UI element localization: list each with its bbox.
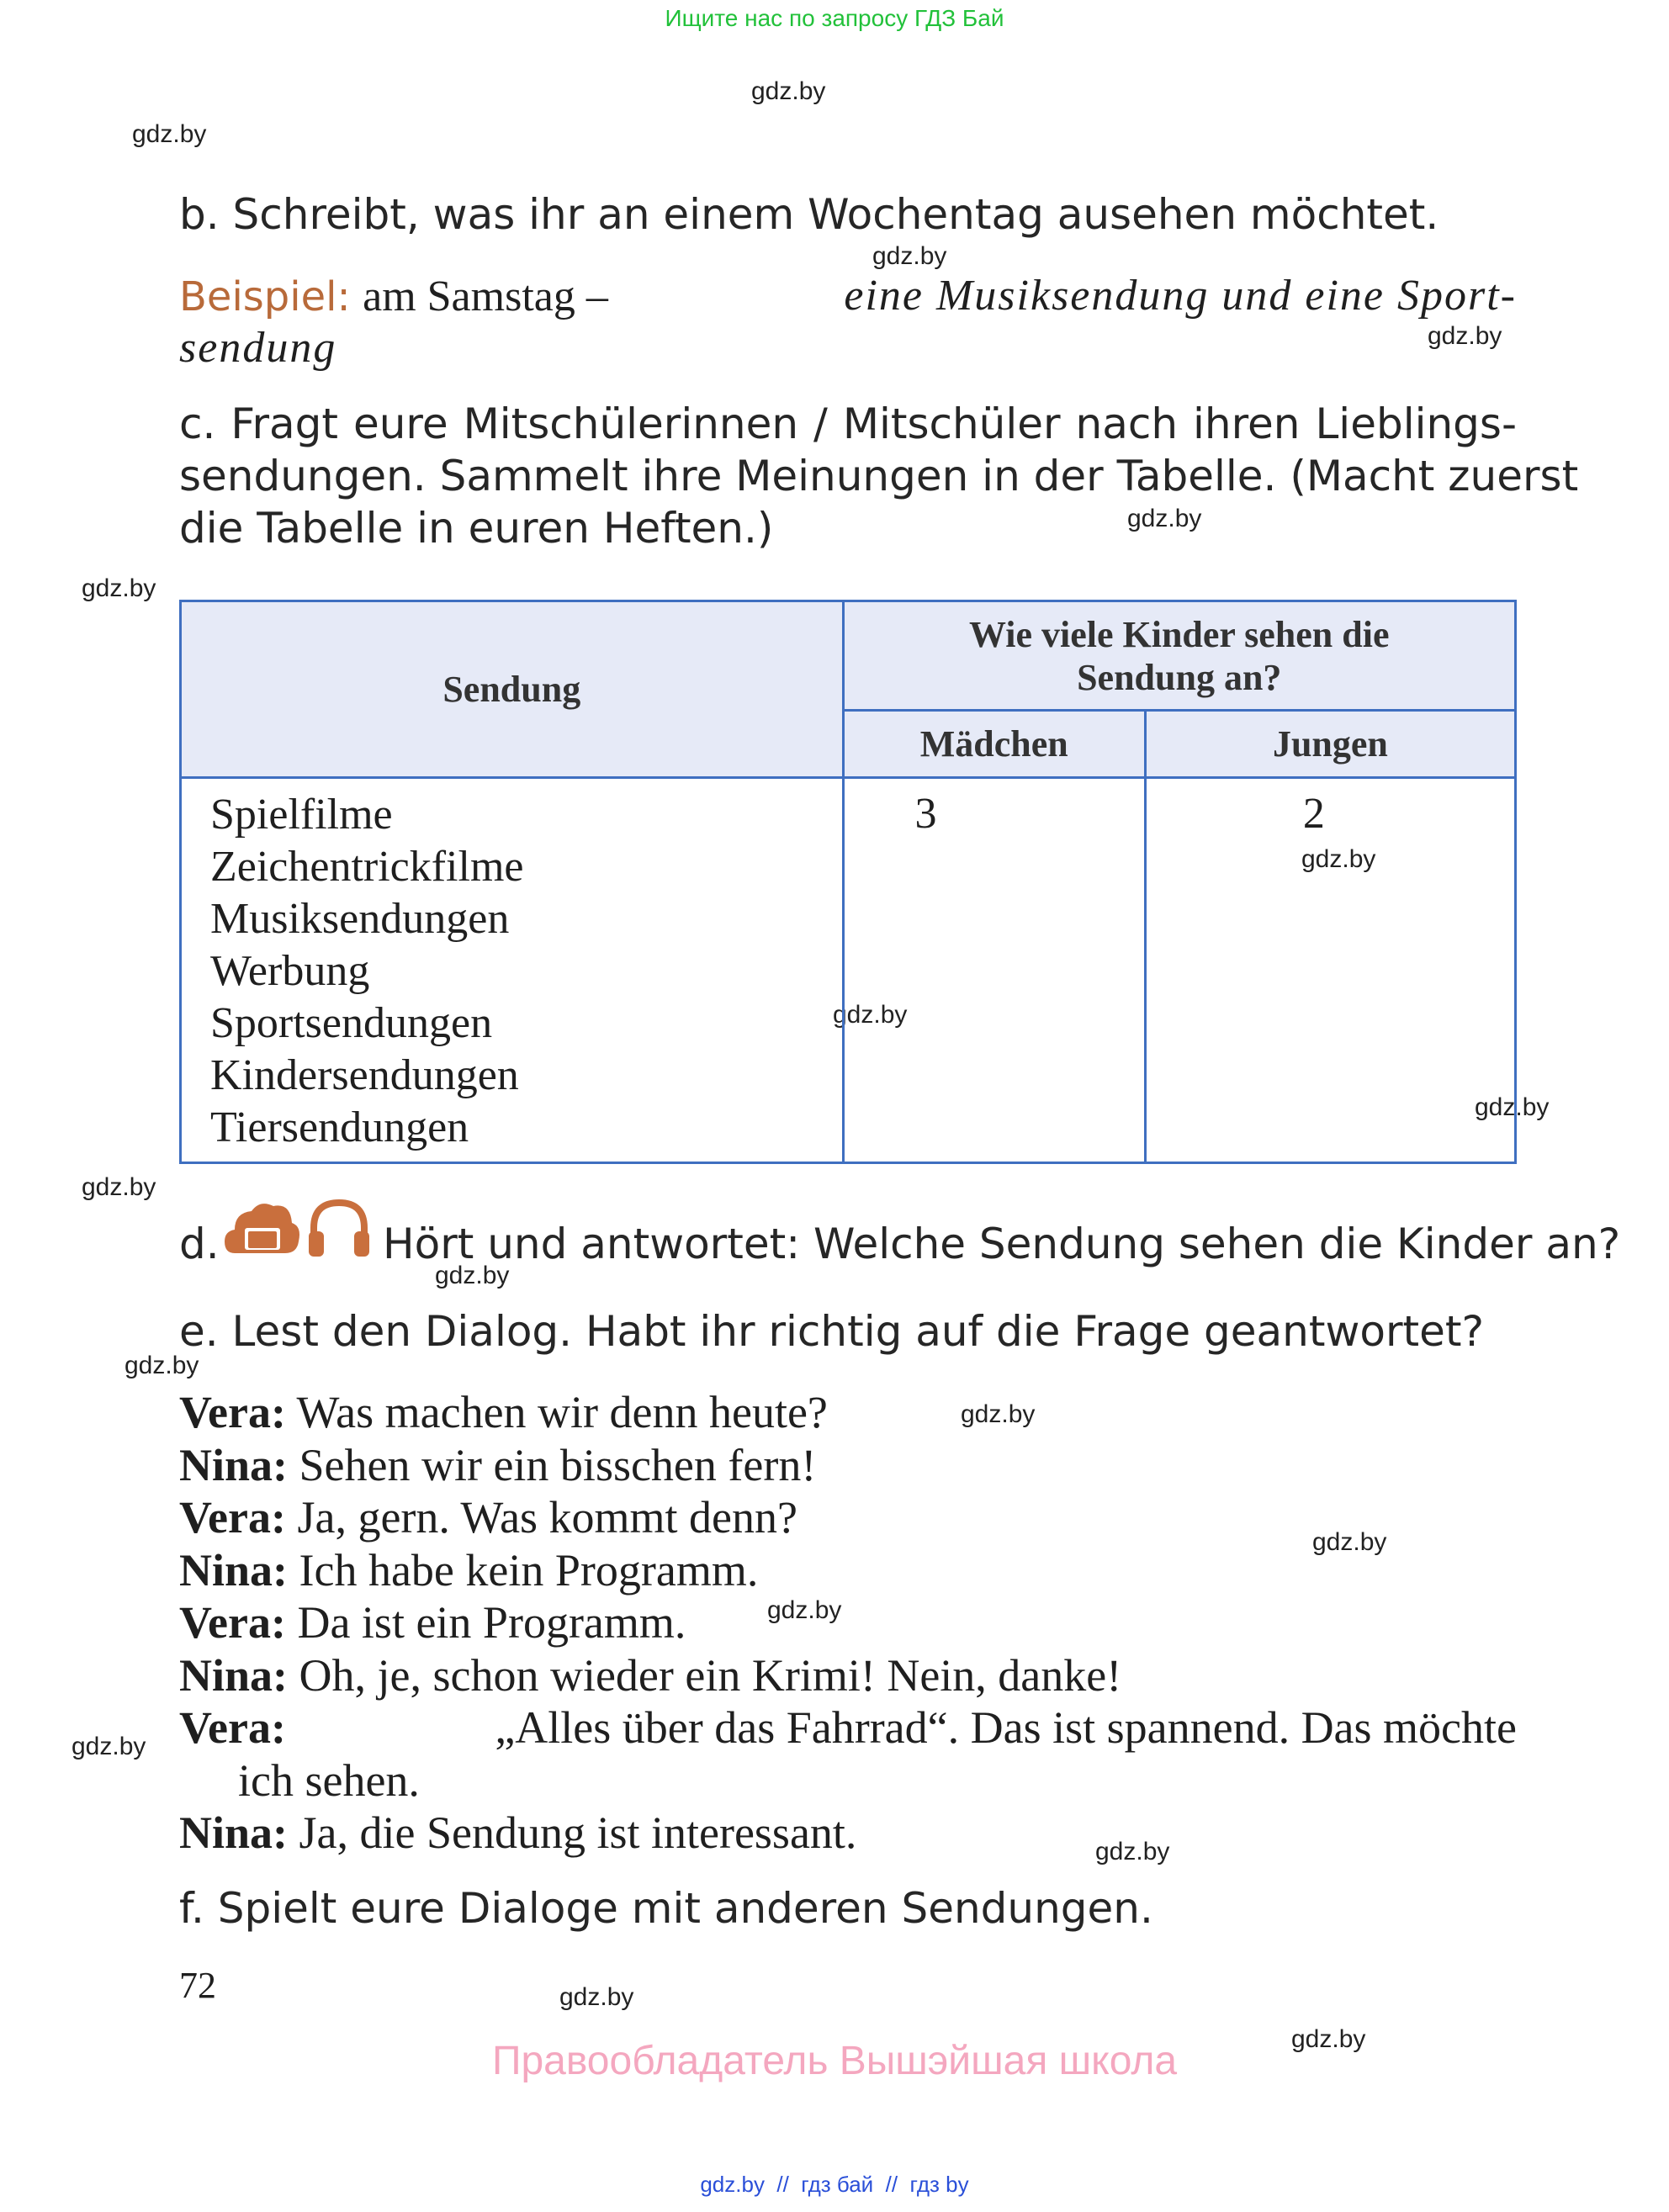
dialog-line [179,1491,1517,1544]
task-c-line-2: sendungen. Sammelt ihre Meinungen in der Tabelle. (Macht zuerst [179,452,1579,500]
watermark: gdz.by [1475,1093,1550,1121]
speaker: Nina: [179,1439,289,1490]
speaker: Nina: [179,1807,289,1858]
list-item: Tiersendungen [210,1103,469,1151]
utterance: Sehen wir ein bisschen fern! [299,1439,817,1490]
watermark: gdz.by [82,1173,156,1201]
speaker: Vera: [179,1387,286,1437]
utterance: „Alles über das Fahrrad“. Das ist spannend. Das möchte [495,1702,1517,1753]
watermark: gdz.by [125,1352,199,1379]
task-f: f. Spielt eure Dialoge mit anderen Sendungen. [179,1884,1153,1933]
dialog-line [179,1386,1517,1439]
header-sendung: Sendung [181,601,844,778]
utterance-continued: ich sehen. [238,1754,420,1806]
utterance: Ja, die Sendung ist interessant. [299,1807,857,1858]
dialog [179,1386,1517,1860]
speaker: Nina: [179,1544,289,1595]
utterance: Was machen wir denn heute? [296,1387,828,1437]
survey-table [179,600,1517,1164]
header-group [843,601,1515,711]
watermark: gdz.by [751,77,826,105]
footer-links[interactable]: gdz.by // гдз бай // гдз by [700,2172,969,2197]
task-c-line-3: die Tabelle in euren Heften.) [179,504,774,553]
list-item: Werbung [210,947,370,995]
task-b: b. Schreibt, was ihr an einem Wochentag ausehen möchtet. [179,190,1439,239]
example-line-1 [179,269,1517,324]
watermark: gdz.by [82,574,156,602]
page-number: 72 [179,1965,216,2006]
list-item: Musiksendungen [210,895,510,943]
speaker: Vera: [179,1492,286,1543]
dialog-line [179,1439,1517,1492]
task-c-line-1: c. Fragt eure Mitschülerinnen / Mitschüler nach ihren Lieblings- [179,400,1517,448]
maedchen-count: 3 [843,778,1145,1163]
cloud-folder-icon [223,1194,374,1262]
watermark: gdz.by [1312,1528,1387,1556]
watermark: gdz.by [872,242,947,270]
speaker: Vera: [179,1597,286,1648]
example-italic: eine Musiksendung und eine Sport- [844,272,1517,320]
task-e: e. Lest den Dialog. Habt ihr richtig auf die Frage geantwortet? [179,1307,1485,1356]
list-item: Zeichentrickfilme [210,843,524,891]
example-plain: am Samstag – [363,273,608,320]
list-item: Kindersendungen [210,1051,519,1099]
header-group-line-2: Sendung an? [1077,656,1282,698]
watermark: gdz.by [1291,2025,1366,2053]
watermark: gdz.by [1095,1838,1170,1865]
watermark: gdz.by [132,120,207,148]
dialog-line [179,1807,1517,1860]
utterance: Da ist ein Programm. [297,1597,686,1648]
example-label: Beispiel: [179,273,351,320]
speaker: Vera: [179,1702,286,1753]
dialog-line [179,1649,1517,1702]
dialog-line [179,1544,1517,1597]
utterance: Ja, gern. Was kommt denn? [297,1492,797,1543]
utterance: Oh, je, schon wieder ein Krimi! Nein, danke! [299,1649,1122,1701]
jungen-count: 2 [1145,778,1515,1163]
dialog-line [179,1701,1517,1754]
task-d-prefix: d. [179,1220,220,1268]
header-jungen: Jungen [1145,711,1515,778]
watermark: gdz.by [1428,322,1502,350]
watermark: gdz.by [1127,505,1202,532]
utterance: Ich habe kein Programm. [299,1544,759,1595]
task-d-text: Hört und antwortet: Welche Sendung sehen die Kinder an? [383,1220,1621,1268]
list-item: Spielfilme [210,791,393,839]
sendung-list [181,778,844,1163]
rights-holder: Правообладатель Вышэйшая школа [491,2039,1178,2083]
list-item: Sportsendungen [210,999,493,1047]
watermark: gdz.by [435,1262,510,1289]
header-group-line-1: Wie viele Kinder sehen die [969,613,1390,655]
watermark: gdz.by [1301,845,1376,873]
audio-icons [223,1194,374,1262]
watermark: gdz.by [72,1733,146,1760]
top-banner: Ищите нас по запросу ГДЗ Бай [665,5,1004,31]
speaker: Nina: [179,1649,289,1701]
header-maedchen: Mädchen [843,711,1145,778]
dialog-line [179,1596,1517,1649]
watermark: gdz.by [833,1001,908,1029]
watermark: gdz.by [559,1983,634,2011]
watermark: gdz.by [961,1400,1036,1428]
example-italic-continued: sendung [179,324,337,372]
watermark: gdz.by [767,1596,842,1624]
